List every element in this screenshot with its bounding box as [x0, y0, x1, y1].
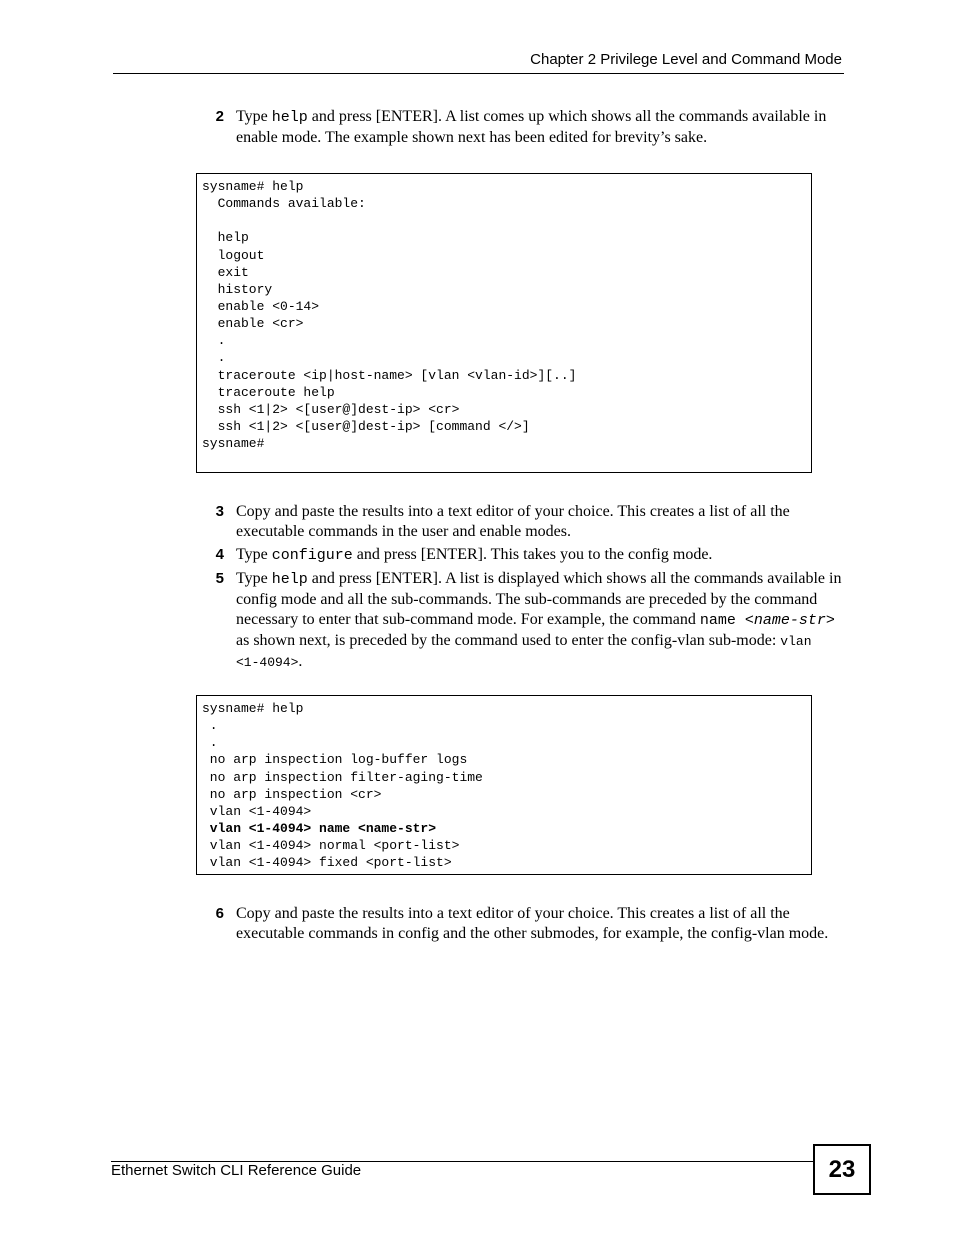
step-number: 2 [215, 108, 224, 125]
code-line: exit [202, 264, 249, 280]
inline-command: name < [699, 612, 754, 629]
code-line: traceroute help [202, 384, 335, 400]
step-3 [196, 502, 842, 542]
inline-command: configure [271, 547, 353, 564]
step-number: 6 [215, 905, 224, 922]
step-number: 5 [215, 570, 224, 587]
step-text [236, 502, 842, 542]
step-text-run: Type [236, 108, 272, 125]
step-text-run: and press [ENTER]. A list is displayed which shows all the commands available in config mode and all the sub-commands. The sub-commands are preceded by the command necessary to enter that sub-command mode. For example, the command [236, 570, 842, 628]
code-line: vlan <1-4094> normal <port-list> [202, 838, 460, 854]
step-text-run: Copy and paste the results into a text editor of your choice. This creates a list of all the executable commands in the user and enable modes. [236, 503, 790, 540]
code-line: vlan <1-4094> [202, 803, 312, 819]
code-line: help [202, 230, 249, 246]
step-text-run: as shown next, is preceded by the command used to enter the config-vlan sub-mode: [236, 632, 781, 649]
code-line: sysname# [202, 436, 265, 452]
step-text [236, 545, 842, 566]
guide-title: Ethernet Switch CLI Reference Guide [111, 1162, 362, 1179]
inline-command-small: vlan <1-4094> [236, 634, 812, 670]
code-line: ssh <1|2> <[user@]dest-ip> <cr> [202, 401, 460, 417]
step-text-run: Type [236, 546, 272, 563]
step-text [236, 107, 842, 148]
step-text-run: and press [ENTER]. This takes you to the config mode. [352, 546, 713, 563]
code-line: logout [202, 247, 265, 263]
code-line: sysname# help [202, 701, 304, 716]
code-line: . [202, 735, 218, 751]
step-number: 3 [215, 503, 224, 520]
step-4 [196, 545, 842, 566]
step-text-run: Type [236, 570, 272, 587]
code-line: no arp inspection filter-aging-time [202, 769, 483, 785]
code-line: history [202, 281, 273, 297]
code-line: Commands available: [202, 196, 366, 212]
code-line: . [202, 333, 226, 349]
step-text-run: Copy and paste the results into a text editor of your choice. This creates a list of all the executable commands in config and the other submodes, for example, the config-vlan mode. [236, 905, 829, 942]
step-text-run: and press [ENTER]. A list comes up which shows all the commands available in enable mode. The example shown next has been edited for brevity’s sake. [236, 108, 827, 146]
code-line: no arp inspection <cr> [202, 786, 382, 802]
code-block-config-help [196, 695, 812, 875]
code-line: . [202, 350, 226, 366]
step-number: 4 [215, 546, 224, 563]
code-line: vlan <1-4094> name <name-str> [202, 820, 437, 836]
step-text [236, 569, 842, 673]
inline-command: > [825, 612, 835, 629]
page-number: 23 [813, 1144, 871, 1195]
step-text [236, 904, 842, 944]
code-line: traceroute <ip|host-name> [vlan <vlan-id>][..] [202, 367, 577, 383]
header-rule [113, 73, 844, 74]
step-5 [196, 569, 842, 673]
code-line: vlan <1-4094> fixed <port-list> [202, 855, 452, 871]
code-line: enable <0-14> [202, 298, 320, 314]
running-header: Chapter 2 Privilege Level and Command Mode [530, 51, 842, 68]
step-2 [196, 107, 842, 148]
code-line: . [202, 718, 218, 734]
code-line: enable <cr> [202, 316, 304, 332]
step-6 [196, 904, 842, 944]
code-line [202, 212, 811, 229]
inline-command-parameter: name-str [753, 612, 826, 629]
code-line: sysname# help [202, 179, 304, 194]
inline-command: help [271, 109, 308, 126]
code-line: no arp inspection log-buffer logs [202, 752, 468, 768]
inline-command: help [271, 571, 308, 588]
code-block-enable-help [196, 173, 812, 473]
code-line: ssh <1|2> <[user@]dest-ip> [command </>] [202, 418, 530, 434]
step-text-run: . [298, 653, 303, 670]
